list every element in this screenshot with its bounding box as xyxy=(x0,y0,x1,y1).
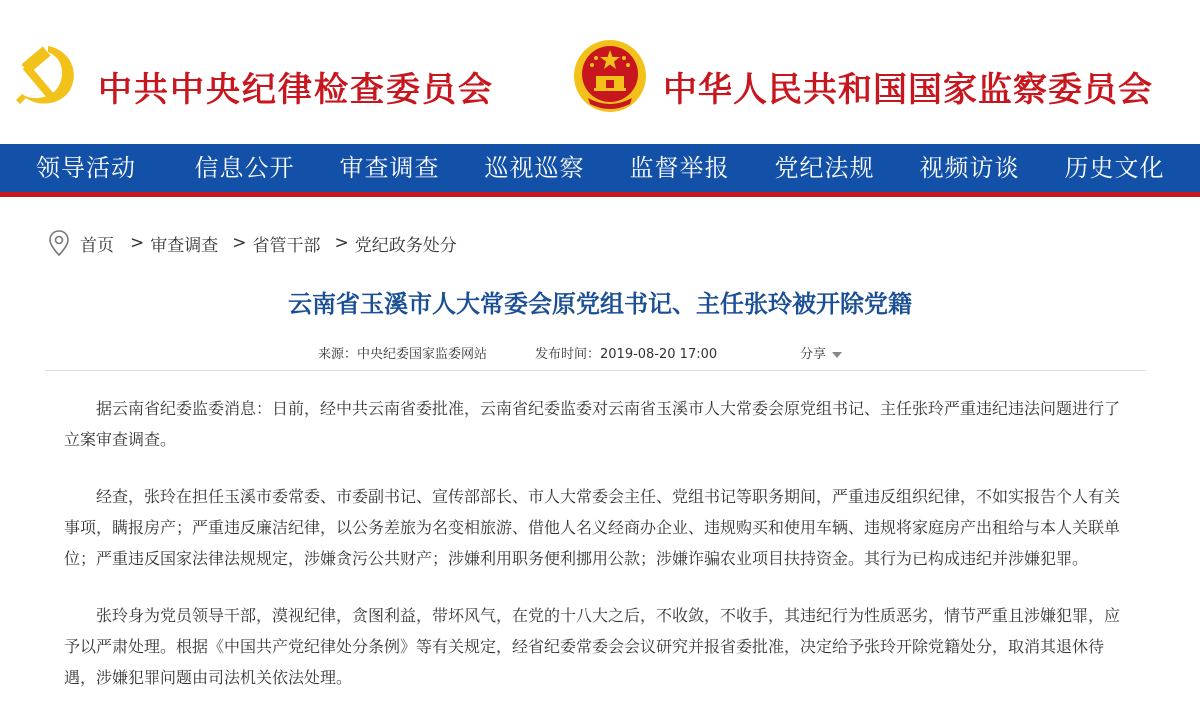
site-header xyxy=(0,0,1200,144)
nav-item-regulations[interactable]: 党纪法规 xyxy=(774,154,875,182)
article-body xyxy=(64,393,1134,719)
article-paragraph: 张玲身为党员领导干部，漠视纪律，贪图利益，带坏风气，在党的十八大之后，不收敛，不收手，其违纪行为性质恶劣，情节严重且涉嫌犯罪，应予以严肃处理。根据《中国共产党纪律处分条例》等有关规定，经省纪委常委会会议研究并报省委批准，决定给予张玲开除党籍处分，取消其退休待遇，涉嫌犯罪问题由司法机关依法处理。 xyxy=(64,606,1121,687)
article-paragraph: 经查，张玲在担任玉溪市委常委、市委副书记、宣传部部长、市人大常委会主任、党组书记等职务期间，严重违反组织纪律，不如实报告个人有关事项，瞒报房产；严重违反廉洁纪律，以公务差旅为名变相旅游、借他人名义经商办企业、违规购买和使用车辆、违规将家庭房产出租给与本人关联单位；严重违反国家法律法规规定，涉嫌贪污公共财产；涉嫌利用职务便利挪用公款；涉嫌诈骗农业项目扶持资金。其行为已构成违纪并涉嫌犯罪。 xyxy=(64,487,1121,568)
share-button[interactable] xyxy=(800,343,842,362)
article-paragraph: 据云南省纪委监委消息：日前，经中共云南省委批准，云南省纪委监委对云南省玉溪市人大常委会原党组书记、主任张玲严重违纪违法问题进行了立案审查调查。 xyxy=(64,399,1121,449)
nav-item-history[interactable]: 历史文化 xyxy=(1064,154,1165,182)
breadcrumb-discipline[interactable]: 党纪政务处分 xyxy=(354,235,457,256)
nav-item-leadership[interactable]: 领导活动 xyxy=(36,154,136,182)
main-nav xyxy=(0,144,1200,197)
supervision-commission-title: 中华人民共和国国家监察委员会 xyxy=(663,70,1153,110)
commission-title: 中共中央纪律检查委员会 xyxy=(98,70,494,110)
nav-item-video[interactable]: 视频访谈 xyxy=(919,154,1020,182)
nav-item-inspection[interactable]: 巡视巡察 xyxy=(484,154,585,182)
breadcrumb xyxy=(44,228,457,258)
breadcrumb-separator: > xyxy=(130,233,145,253)
nav-item-info[interactable]: 信息公开 xyxy=(194,154,295,182)
breadcrumb-separator: > xyxy=(232,233,247,253)
article-title: 云南省玉溪市人大常委会原党组书记、主任张玲被开除党籍 xyxy=(288,290,912,318)
article-source: 来源：中央纪委国家监委网站 xyxy=(318,347,488,362)
breadcrumb-investigation[interactable]: 审查调查 xyxy=(150,235,219,256)
location-pin-icon xyxy=(44,228,74,258)
breadcrumb-provincial-cadres[interactable]: 省管干部 xyxy=(252,235,321,256)
national-emblem-icon xyxy=(572,38,648,114)
breadcrumb-home[interactable]: 首页 xyxy=(80,235,114,256)
article-meta xyxy=(0,343,1200,363)
nav-item-investigation[interactable]: 审查调查 xyxy=(339,154,440,182)
divider xyxy=(45,370,1146,371)
article-publish-time: 发布时间：2019-08-20 17:00 xyxy=(535,347,718,362)
nav-item-report[interactable]: 监督举报 xyxy=(629,154,730,182)
chevron-down-icon xyxy=(832,352,842,358)
share-label: 分享 xyxy=(800,347,827,362)
party-emblem-icon xyxy=(10,40,82,112)
breadcrumb-separator: > xyxy=(334,233,349,253)
